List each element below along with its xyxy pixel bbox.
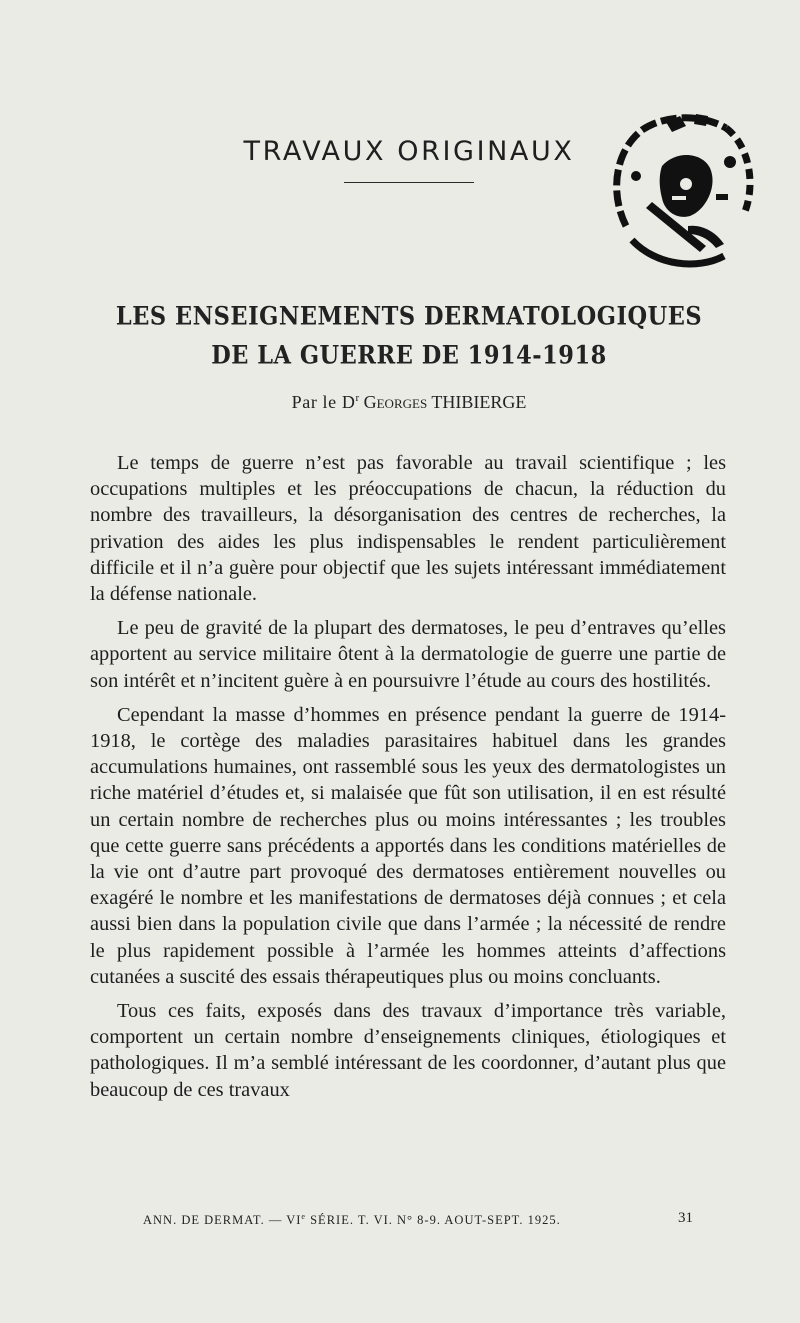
paragraph-3: Cependant la masse d’hommes en présence pendant la guerre de 1914-1918, le cortège des maladies parasitaires habituel dans les grandes accumulations humaines, ont rassemblé sous les yeux des dermatologistes un riche matériel d’études et, si malaisée que fût son utilisation, il en est résulté un certain nombre de recherches plus ou moins intéressantes ; les troubles que cette guerre sans précédents a apportés dans les conditions matérielles de la vie ont d’autre part provoqué des dermatoses entièrement nouvelles ou exagéré le nombre et les manifestations de dermatoses déjà connues ; et cela aussi bien dans la population civile que dans l’armée ; la nécessité de rendre le plus rapidement possible à l’armée les hommes atteints d’affections cutanées a suscité des essais thérapeutiques plus ou moins concluants.: [90, 703, 726, 988]
byline-title-superscript: r: [355, 392, 360, 404]
section-heading: TRAVAUX ORIGINAUX: [243, 136, 575, 167]
heading-rule: [344, 182, 474, 183]
paragraph-2: Le peu de gravité de la plupart des dermatoses, le peu d’entraves qu’elles apportent au service militaire ôtent à la dermatologie de guerre une partie de son intérêt et n’incitent guère à en poursuivre l’étude au cours des hostilités.: [90, 617, 726, 692]
library-stamp-icon: [606, 106, 756, 276]
footer-journal: ANN. DE DERMAT. — VI: [143, 1213, 302, 1228]
author-surname: THIBIERGE: [431, 392, 527, 412]
author-byline: [0, 392, 800, 413]
journal-footer: [143, 1212, 561, 1228]
article-body: [90, 450, 726, 1111]
footer-series-superscript: e: [301, 1212, 306, 1221]
byline-prefix: Par le D: [291, 392, 356, 412]
page-number: 31: [678, 1210, 693, 1226]
author-first-name: Georges: [363, 392, 428, 412]
article-title-line-1: LES ENSEIGNEMENTS DERMATOLOGIQUES: [115, 302, 703, 332]
article-title-line-2: DE LA GUERRE DE 1914-1918: [211, 341, 607, 371]
footer-details: SÉRIE. T. VI. N° 8-9. AOUT-SEPT. 1925.: [305, 1213, 561, 1228]
paragraph-1: Le temps de guerre n’est pas favorable au travail scientifique ; les occupations multiples et les préoccupations de chacun, la réduction du nombre des travailleurs, la désorganisation des centres de recherches, la privation des aides les plus indispensables le rendent particulièrement difficile et il n’a guère pour objectif que les sujets intéressant immédiatement la défense nationale.: [90, 452, 726, 606]
paragraph-4: Tous ces faits, exposés dans des travaux d’importance très variable, comportent un certain nombre d’enseignements cliniques, étiologiques et pathologiques. Il m’a semblé intéressant de les coordonner, d’autant plus que beaucoup de ces travaux: [90, 1000, 726, 1101]
